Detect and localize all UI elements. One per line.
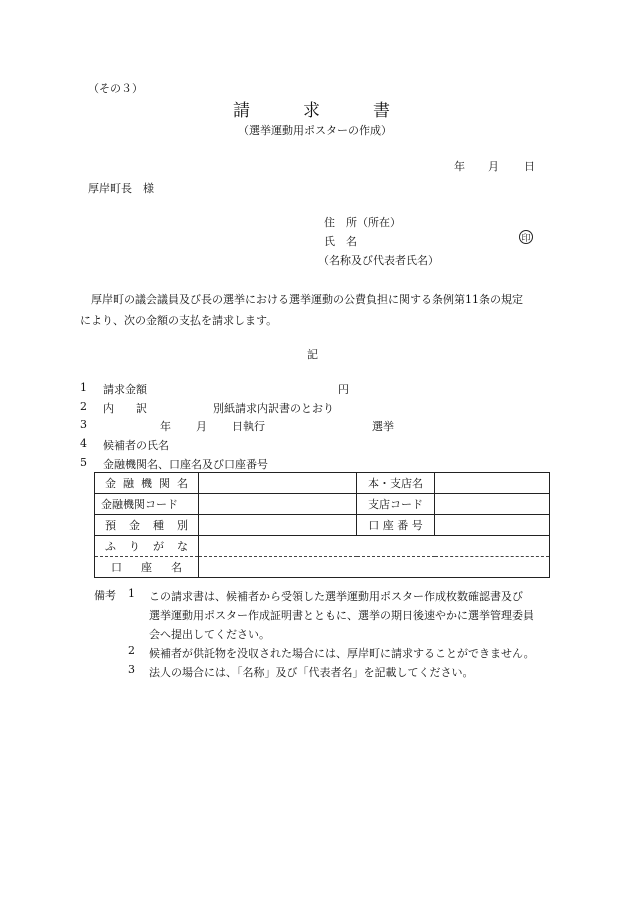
bank-code-label: 金融機関コード xyxy=(95,494,199,515)
representative-label: （名称及び代表者氏名） xyxy=(318,254,439,267)
note-1-text: この請求書は、候補者から受領した選挙運動用ポスター作成枚数確認書及び 選挙運動用ポスター作成証明書とともに、選挙の期日後速やかに選挙管理委員 会へ提出してください。 xyxy=(149,590,534,641)
deposit-type-field[interactable] xyxy=(199,515,357,536)
item-3-number: 3 xyxy=(80,418,87,431)
branch-name-label: 本・支店名 xyxy=(357,473,435,494)
item-3-day: 日執行 xyxy=(232,420,265,433)
date-month: 月 xyxy=(488,160,499,173)
item-3-election: 選挙 xyxy=(372,420,394,433)
furigana-field[interactable] xyxy=(199,536,550,557)
body-paragraph xyxy=(80,289,560,331)
table-row xyxy=(95,557,550,578)
note-2-number: 2 xyxy=(128,644,135,657)
ki-heading: 記 xyxy=(307,348,318,361)
title-char-2: 求 xyxy=(303,101,320,121)
document-subtitle: （選挙運動用ポスターの作成） xyxy=(238,124,392,137)
body-line-1: 厚岸町の議会議員及び長の選挙における選挙運動の公費負担に関する条例第11条の規定 xyxy=(91,293,523,306)
name-label: 氏 名 xyxy=(324,235,357,248)
branch-name-field[interactable] xyxy=(435,473,550,494)
address-label: 住 所（所在） xyxy=(324,216,401,229)
note-3-text: 法人の場合には、「名称」及び「代表者名」を記載してください。 xyxy=(149,666,474,679)
note-3-number: 3 xyxy=(128,663,135,676)
item-5-label: 金融機関名、口座名及び口座番号 xyxy=(103,458,268,471)
item-3-month: 月 xyxy=(196,420,207,433)
item-3-year: 年 xyxy=(160,420,171,433)
account-name-field[interactable] xyxy=(199,557,550,578)
body-line-2: により、次の金額の支払を請求します。 xyxy=(80,314,278,327)
table-row xyxy=(95,494,550,515)
branch-code-field[interactable] xyxy=(435,494,550,515)
title-char-1: 請 xyxy=(233,101,250,121)
branch-code-label: 支店コード xyxy=(357,494,435,515)
item-4-label: 候補者の氏名 xyxy=(103,439,169,452)
item-1-label: 請求金額 xyxy=(103,383,147,396)
item-2-number: 2 xyxy=(80,400,87,413)
account-number-field[interactable] xyxy=(435,515,550,536)
form-number: （その３） xyxy=(88,82,143,95)
title-char-3: 書 xyxy=(373,101,390,121)
date-day: 日 xyxy=(524,160,535,173)
table-row xyxy=(95,536,550,557)
item-2-detail: 別紙請求内訳書のとおり xyxy=(213,402,334,415)
item-5-number: 5 xyxy=(80,456,87,469)
date-year: 年 xyxy=(454,160,465,173)
table-row xyxy=(95,515,550,536)
document-title xyxy=(0,96,630,121)
item-4-number: 4 xyxy=(80,437,87,450)
account-number-label: 口 座 番 号 xyxy=(357,515,435,536)
seal-mark: 印 xyxy=(519,230,533,244)
remarks-label: 備考 xyxy=(94,589,116,602)
note-1-number: 1 xyxy=(128,587,135,600)
item-1-unit: 円 xyxy=(338,383,349,396)
deposit-type-label: 預 金 種 別 xyxy=(95,515,199,536)
furigana-label: ふ り が な xyxy=(95,536,199,557)
bank-account-table xyxy=(94,472,550,578)
item-1-number: 1 xyxy=(80,381,87,394)
item-2-label: 内 訳 xyxy=(103,402,147,415)
bank-code-field[interactable] xyxy=(199,494,357,515)
table-row xyxy=(95,473,550,494)
addressee: 厚岸町長 様 xyxy=(88,182,154,195)
account-name-label: 口 座 名 xyxy=(95,557,199,578)
note-2-text: 候補者が供託物を没収された場合には、厚岸町に請求することができません。 xyxy=(149,647,535,660)
bank-name-field[interactable] xyxy=(199,473,357,494)
bank-name-label: 金 融 機 関 名 xyxy=(95,473,199,494)
